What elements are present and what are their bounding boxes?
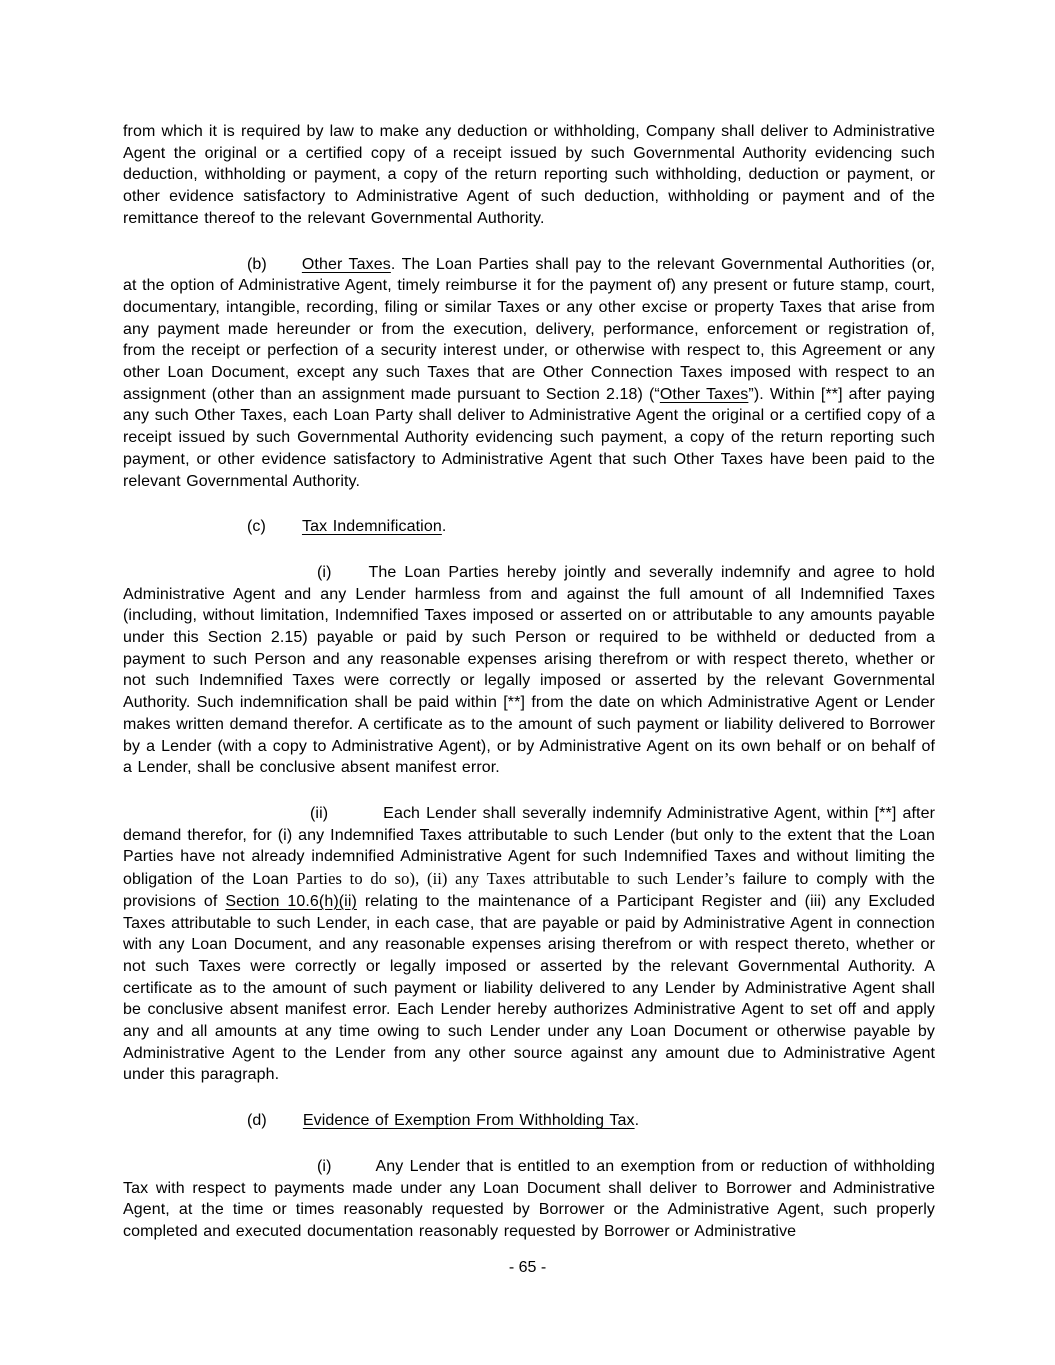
heading-d-evidence-of-exemption	[123, 1110, 935, 1132]
text-run: relating to the maintenance of a Participant Register and (iii) any Excluded Taxes attributable to such Lender, in each case, that are payable or paid by Administrative Agent in connection with any Loan Document, and any reasonable expenses arising therefrom or with respect thereto, whether or not such Taxes were correctly or legally imposed or asserted by the relevant Governmental Authority. A certificate as to the amount of such payment or liability delivered to any Lender by Administrative Agent shall be conclusive absent manifest error. Each Lender hereby authorizes Administrative Agent to set off and apply any and all amounts at any time owing to such Lender under any Loan Document or otherwise payable by Administrative Agent to the Lender from any other source against any amount due to Administrative Agent under this paragraph.	[123, 892, 935, 1084]
clause-numeral: (i)	[317, 563, 332, 581]
clause-letter: (c)	[247, 518, 266, 536]
paragraph-c-i-indemnity	[123, 562, 935, 779]
section-reference: Section 10.6(h)(ii)	[225, 892, 357, 910]
clause-title: Other Taxes	[301, 255, 391, 273]
clause-numeral: (ii)	[310, 804, 329, 822]
heading-c-tax-indemnification	[123, 516, 935, 538]
tab-after-clause-numeral	[332, 576, 369, 577]
text-run: Any Lender that is entitled to an exemption from or reduction of withholding Tax with respect to payments made under any Loan Document shall deliver to Borrower and Administrative Agent, at the time or times reasonably requested by Borrower or the Administrative Agent, such properly completed and executed documentation reasonably requested by Borrower or Administrative	[123, 1157, 935, 1240]
paragraph-b-other-taxes	[123, 254, 935, 493]
first-line-indent	[123, 1124, 247, 1125]
text-run: The Loan Parties hereby jointly and severally indemnify and agree to hold Administrative Agent and any Lender harmless from and against the full amount of all Indemnified Taxes (including, without limitation, Indemnified Taxes imposed or asserted on or attributable to any amounts payable under this Section 2.15) payable or paid by such Person or required to be withheld or deducted from a payment to such Person and any reasonable expenses arising therefrom or with respect thereto, whether or not such Indemnified Taxes were correctly or legally imposed or asserted by the relevant Governmental Authority. Such indemnification shall be paid within [**] from the date on which Administrative Agent or Lender makes written demand therefor. A certificate as to the amount of such payment or liability delivered to Borrower by a Lender (with a copy to Administrative Agent), or by Administrative Agent on its own behalf or on behalf of a Lender, shall be conclusive absent manifest error.	[123, 563, 935, 777]
clause-numeral: (i)	[317, 1157, 332, 1175]
first-line-indent	[123, 817, 310, 818]
clause-letter: (d)	[247, 1112, 267, 1130]
paragraph-d-i-withholding-exemption	[123, 1156, 935, 1243]
tab-after-clause-letter	[267, 1124, 303, 1125]
defined-term-other-taxes: Other Taxes	[659, 385, 749, 403]
text-run: .	[441, 518, 447, 536]
text-run: ”). Within [**] after paying any such Other Taxes, each Loan Party shall deliver to Administrative Agent the original or a certified copy of a receipt issued by such Governmental Authority evidencing such payment, a copy of the return reporting such payment, or other evidence satisfactory to Administrative Agent that such Other Taxes have been paid to the relevant Governmental Authority.	[123, 385, 935, 490]
paragraph-continuation	[123, 121, 935, 230]
text-run: failure to comply with the provisions of	[123, 871, 935, 910]
first-line-indent	[123, 1170, 317, 1171]
text-run: from which it is required by law to make any deduction or withholding, Company shall deliver to Administrative Agent the original or a certified copy of a receipt issued by such Governmental Authority evidencing such deduction, withholding or payment, a copy of the return reporting such withholding, deduction or payment, or other evidence satisfactory to Administrative Agent of such deduction, withholding or payment and of the remittance thereof to the relevant Governmental Authority.	[123, 123, 935, 227]
first-line-indent	[123, 576, 317, 577]
page-number: - 65 -	[508, 1259, 547, 1276]
clause-letter: (b)	[247, 255, 267, 273]
tab-after-clause-numeral	[332, 1170, 376, 1171]
clause-title: Evidence of Exemption From Withholding Tax	[302, 1112, 635, 1130]
clause-title: Tax Indemnification	[301, 518, 442, 536]
tab-after-clause-numeral	[328, 817, 383, 818]
tab-after-clause-letter	[266, 530, 302, 531]
serif-typeface-run: Parties to do so), (ii) any Taxes attributable to such Lender’s	[296, 869, 743, 889]
document-body	[123, 121, 935, 1267]
first-line-indent	[123, 530, 247, 531]
text-run: Each Lender shall severally indemnify Administrative Agent, within [**] after demand therefor, for (i) any Indemnified Taxes attributable to such Lender (but only to the extent that the Loan Parties have not already indemnified Administrative Agent for such Indemnified Taxes and without limiting the obligation of the Loan	[123, 804, 935, 889]
paragraph-c-ii-lender-indemnity	[123, 803, 935, 1086]
tab-after-clause-letter	[267, 268, 302, 269]
first-line-indent	[123, 268, 247, 269]
text-run: . The Loan Parties shall pay to the relevant Governmental Authorities (or, at the option of Administrative Agent, timely reimburse it for the payment of) any present or future stamp, court, documentary, intangible, recording, filing or similar Taxes or any other excise or property Taxes that arise from any payment made hereunder or from the execution, delivery, performance, enforcement or registration of, from the receipt or perfection of a security interest under, or otherwise with respect to, this Agreement or any other Loan Document, except any such Taxes that are Other Connection Taxes imposed with respect to an assignment (other than an assignment made pursuant to Section 2.18) (“	[123, 255, 935, 403]
text-run: .	[634, 1112, 640, 1130]
